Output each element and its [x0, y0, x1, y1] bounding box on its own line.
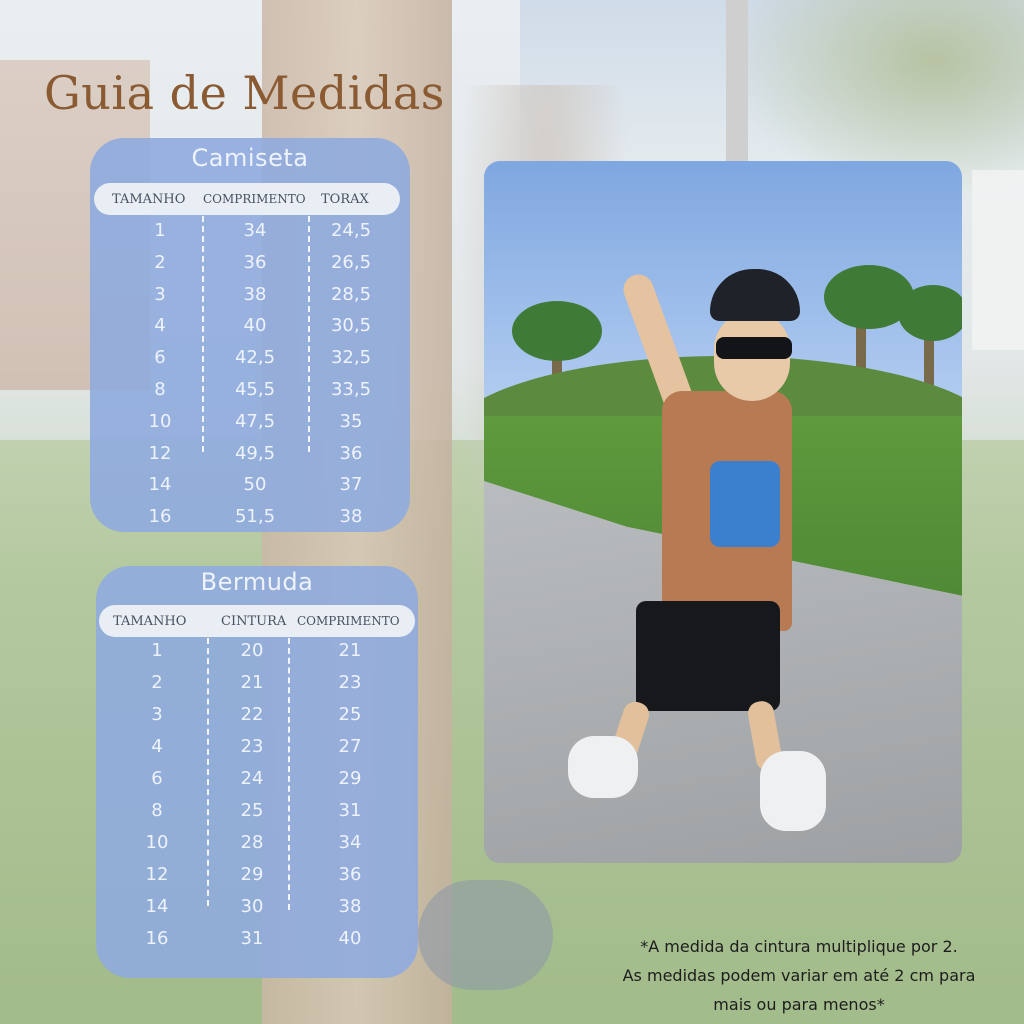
table-cell: 25 — [338, 704, 362, 725]
camiseta-divider-2 — [308, 216, 310, 452]
camiseta-header-tamanho: TAMANHO — [112, 192, 186, 207]
kid-shorts — [636, 601, 780, 711]
kid-sneaker — [568, 736, 638, 798]
table-cell: 31 — [338, 800, 362, 821]
product-photo — [484, 161, 962, 863]
shirt-print-van — [710, 461, 780, 547]
bermuda-divider-1 — [207, 638, 209, 906]
bermuda-title: Bermuda — [200, 568, 314, 596]
table-cell: 4 — [151, 736, 163, 757]
table-cell: 14 — [148, 474, 172, 496]
table-cell: 36 — [338, 864, 362, 885]
table-cell: 2 — [154, 251, 166, 273]
table-cell: 12 — [145, 864, 169, 885]
table-cell: 38 — [338, 896, 362, 917]
camiseta-header-comprimento: COMPRIMENTO — [203, 192, 306, 206]
table-cell: 3 — [151, 704, 163, 725]
table-cell: 6 — [151, 768, 163, 789]
palm-tree-leaves — [512, 301, 602, 361]
table-cell: 23 — [338, 672, 362, 693]
note-line: As medidas podem variar em até 2 cm para — [622, 966, 976, 985]
camiseta-header-torax: TORAX — [321, 192, 369, 207]
table-cell: 29 — [240, 864, 264, 885]
table-cell: 27 — [338, 736, 362, 757]
table-cell: 42,5 — [234, 347, 276, 369]
table-cell: 10 — [148, 410, 172, 432]
table-cell: 2 — [151, 672, 163, 693]
table-cell: 1 — [151, 640, 163, 661]
table-cell: 40 — [243, 315, 267, 337]
bermuda-header-cintura: CINTURA — [221, 614, 287, 629]
table-cell: 30,5 — [330, 315, 372, 337]
bermuda-header-tamanho: TAMANHO — [113, 614, 187, 629]
kid-sunglasses — [716, 337, 792, 359]
note-line: *A medida da cintura multiplique por 2. — [640, 937, 958, 956]
background-street-pole — [726, 0, 748, 165]
table-cell: 45,5 — [234, 379, 276, 400]
table-cell: 16 — [148, 506, 172, 528]
table-cell: 21 — [338, 640, 362, 661]
bermuda-header — [99, 605, 415, 637]
table-cell: 16 — [145, 928, 169, 949]
table-cell: 32,5 — [330, 347, 372, 369]
table-cell: 23 — [240, 736, 264, 757]
measurement-note — [584, 932, 1014, 1019]
table-cell: 14 — [145, 896, 169, 917]
table-cell: 29 — [338, 768, 362, 789]
table-cell: 49,5 — [234, 442, 276, 464]
table-cell: 21 — [240, 672, 264, 693]
table-cell: 28 — [240, 832, 264, 853]
table-cell: 20 — [240, 640, 264, 661]
table-cell: 31 — [240, 928, 264, 949]
table-cell: 25 — [240, 800, 264, 821]
table-cell: 10 — [145, 832, 169, 853]
table-cell: 36 — [243, 251, 267, 273]
table-cell: 35 — [339, 410, 363, 432]
background-sandal — [418, 880, 553, 990]
page-title: Guia de Medidas — [44, 66, 445, 120]
camiseta-title: Camiseta — [191, 144, 309, 172]
table-cell: 24 — [240, 768, 264, 789]
table-cell: 33,5 — [330, 379, 372, 400]
table-cell: 51,5 — [234, 506, 276, 528]
table-cell: 38 — [243, 283, 267, 305]
background-truck — [972, 170, 1024, 350]
table-cell: 12 — [148, 442, 172, 464]
table-cell: 8 — [151, 800, 163, 821]
palm-tree-leaves — [898, 285, 962, 341]
table-cell: 24,5 — [330, 220, 372, 241]
table-cell: 36 — [339, 442, 363, 464]
table-cell: 22 — [240, 704, 264, 725]
table-cell: 8 — [154, 379, 166, 400]
table-cell: 4 — [154, 315, 166, 337]
bermuda-size-table — [96, 566, 418, 978]
kid-sneaker — [760, 751, 826, 831]
table-cell: 6 — [154, 347, 166, 369]
camiseta-divider-1 — [202, 216, 204, 452]
table-cell: 30 — [240, 896, 264, 917]
table-cell: 37 — [339, 474, 363, 496]
note-line: mais ou para menos* — [713, 995, 885, 1014]
camiseta-header — [94, 183, 400, 215]
table-cell: 28,5 — [330, 283, 372, 305]
table-cell: 3 — [154, 283, 166, 305]
bermuda-header-comprimento: COMPRIMENTO — [297, 614, 400, 628]
table-cell: 34 — [338, 832, 362, 853]
table-cell: 40 — [338, 928, 362, 949]
table-cell: 34 — [243, 220, 267, 241]
table-cell: 38 — [339, 506, 363, 528]
table-cell: 50 — [243, 474, 267, 496]
table-cell: 26,5 — [330, 251, 372, 273]
table-cell: 47,5 — [234, 410, 276, 432]
table-cell: 1 — [154, 220, 166, 241]
camiseta-size-table — [90, 138, 410, 532]
